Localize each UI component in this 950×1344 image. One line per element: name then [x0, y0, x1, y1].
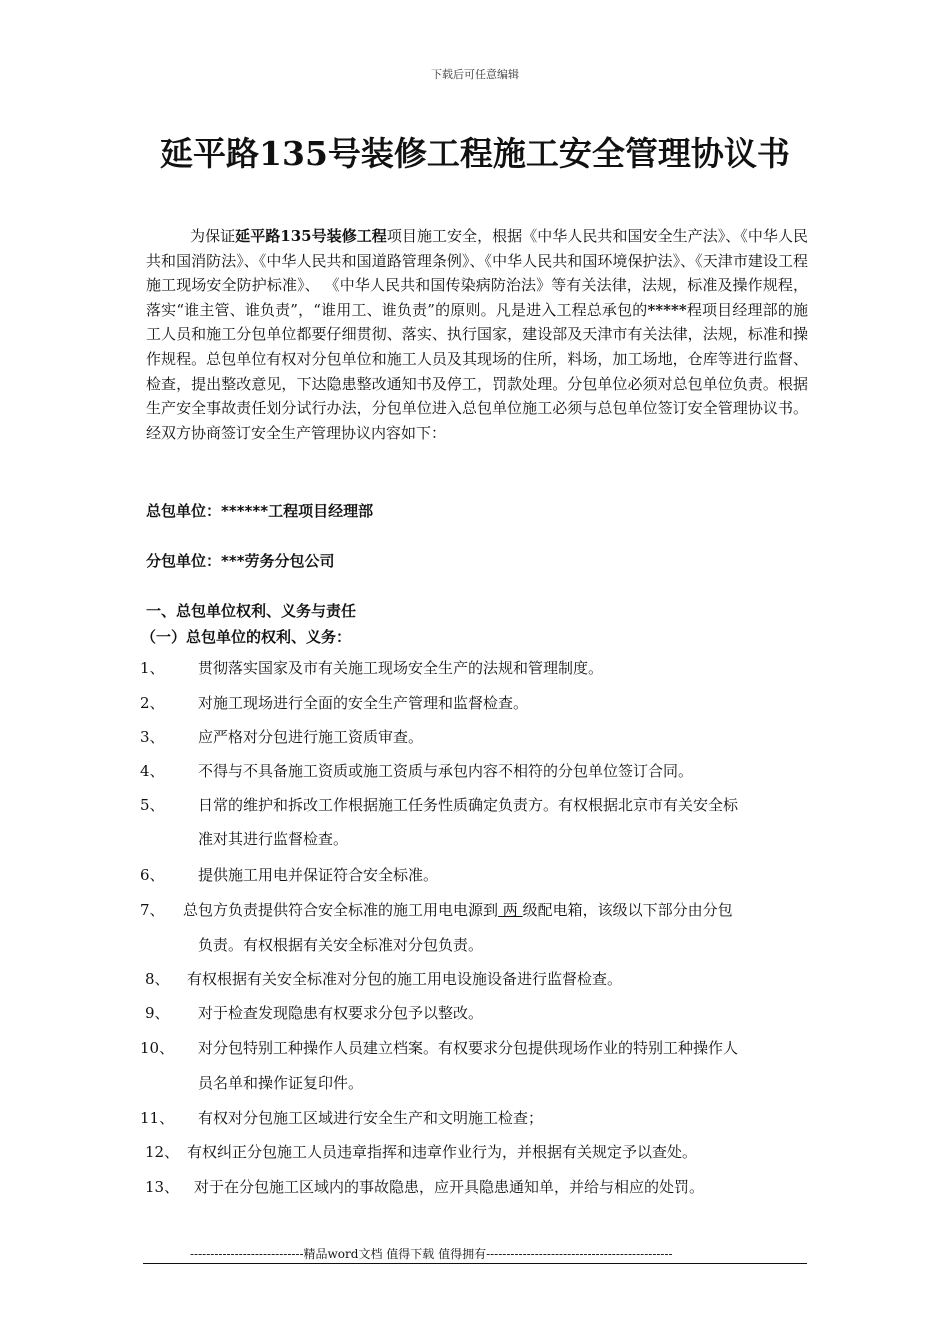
item-text-underlined: 两 — [498, 901, 523, 919]
list-item — [145, 996, 810, 1030]
item-text: 应严格对分包进行施工资质审查。 — [198, 728, 424, 746]
item-text-b: 级配电箱，该级以下部分由分包 — [522, 901, 733, 919]
intro-paragraph — [146, 224, 808, 445]
footer-text: ----------------------------精品word文档 值得下载 值得拥有---------------------------------------------- — [190, 1247, 673, 1261]
item-text: 提供施工用电并保证符合安全标准。 — [198, 866, 439, 884]
item-text: 对于在分包施工区域内的事故隐患，应开具隐患通知单，并给与相应的处罚。 — [194, 1178, 705, 1196]
section-heading: 一、总包单位权利、义务与责任 — [146, 602, 357, 620]
item-number: 1、 — [140, 659, 165, 677]
list-item — [145, 962, 810, 996]
item-text-continued: 员名单和操作证复印件。 — [198, 1074, 364, 1092]
item-text: 有权纠正分包施工人员违章指挥和违章作业行为，并根据有关规定予以查处。 — [187, 1143, 698, 1161]
list-item — [140, 788, 810, 856]
list-item — [140, 893, 810, 961]
item-number: 9、 — [145, 1004, 170, 1022]
item-text — [183, 893, 733, 927]
item-text: 贯彻落实国家及市有关施工现场安全生产的法规和管理制度。 — [198, 659, 604, 677]
intro-stars: ***** — [647, 300, 687, 319]
list-item — [140, 754, 810, 788]
item-text-continued: 负责。有权根据有关安全标准对分包负责。 — [198, 936, 484, 954]
item-number: 12、 — [145, 1143, 180, 1161]
subsection-heading: （一）总包单位的权利、义务： — [141, 628, 352, 646]
header-note: 下载后可任意编辑 — [431, 68, 519, 81]
list-item — [140, 858, 810, 892]
list-item — [140, 651, 810, 685]
list-item — [140, 686, 810, 720]
item-number: 7、 — [140, 901, 165, 919]
intro-text-a: 为保证 — [190, 227, 236, 245]
item-text: 有权对分包施工区域进行安全生产和文明施工检查； — [198, 1109, 544, 1127]
list-item — [145, 1135, 810, 1169]
item-number: 3、 — [140, 728, 165, 746]
general-contractor: 总包单位：******工程项目经理部 — [146, 502, 374, 520]
item-text: 对于检查发现隐患有权要求分包予以整改。 — [198, 1004, 484, 1022]
item-number: 4、 — [140, 762, 165, 780]
item-text-a: 总包方负责提供符合安全标准的施工用电电源到 — [183, 901, 499, 919]
item-text: 有权根据有关安全标准对分包的施工用电设施设备进行监督检查。 — [187, 970, 623, 988]
list-item — [145, 1170, 810, 1204]
footer-divider — [143, 1263, 807, 1264]
list-item — [140, 720, 810, 754]
list-item — [140, 1101, 810, 1135]
item-text: 对分包特别工种操作人员建立档案。有权要求分包提供现场作业的特别工种操作人 — [198, 1039, 739, 1057]
item-number: 2、 — [140, 694, 165, 712]
item-number: 10、 — [140, 1039, 175, 1057]
item-number: 6、 — [140, 866, 165, 884]
item-number: 8、 — [145, 970, 170, 988]
list-item — [140, 1031, 810, 1099]
subcontractor: 分包单位：***劳务分包公司 — [146, 552, 335, 570]
item-text: 对施工现场进行全面的安全生产管理和监督检查。 — [198, 694, 529, 712]
item-text-continued: 准对其进行监督检查。 — [198, 830, 349, 848]
item-text: 日常的维护和拆改工作根据施工任务性质确定负责方。有权根据北京市有关安全标 — [198, 796, 739, 814]
intro-project-name: 延平路135号装修工程 — [235, 227, 387, 245]
item-number: 11、 — [140, 1109, 175, 1127]
item-number: 5、 — [140, 796, 165, 814]
intro-text-b: 项目施工安全，根据《中华人民共和国安全生产法》、《中华人民共和国消防法》、《中华人民共和国道路管理条例》、《中华人民共和国环境保护法》、《天津市建设工程施工现场安全防护标准》、 《中华人民共和国传染病防治法》等有关法律，法规，标准及操作规程，落实“谁主管、谁负责”，“谁用工、谁负责”的原则。凡是进入工程总承包的 — [146, 227, 808, 319]
document-title: 延平路135号装修工程施工安全管理协议书 — [160, 134, 790, 173]
item-number: 13、 — [145, 1178, 180, 1196]
item-text: 不得与不具备施工资质或施工资质与承包内容不相符的分包单位签订合同。 — [198, 762, 694, 780]
intro-text-c: 程项目经理部的施工人员和施工分包单位都要仔细贯彻、落实、执行国家，建设部及天津市有关法律，法规，标准和操作规程。总包单位有权对分包单位和施工人员及其现场的住所，料场，加工场地，仓库等进行监督、检查，提出整改意见，下达隐患整改通知书及停工，罚款处理。分包单位必须对总包单位负责。根据生产安全事故责任划分试行办法，分包单位进入总包单位施工必须与总包单位签订安全管理协议书。经双方协商签订安全生产管理协议内容如下： — [146, 300, 808, 442]
